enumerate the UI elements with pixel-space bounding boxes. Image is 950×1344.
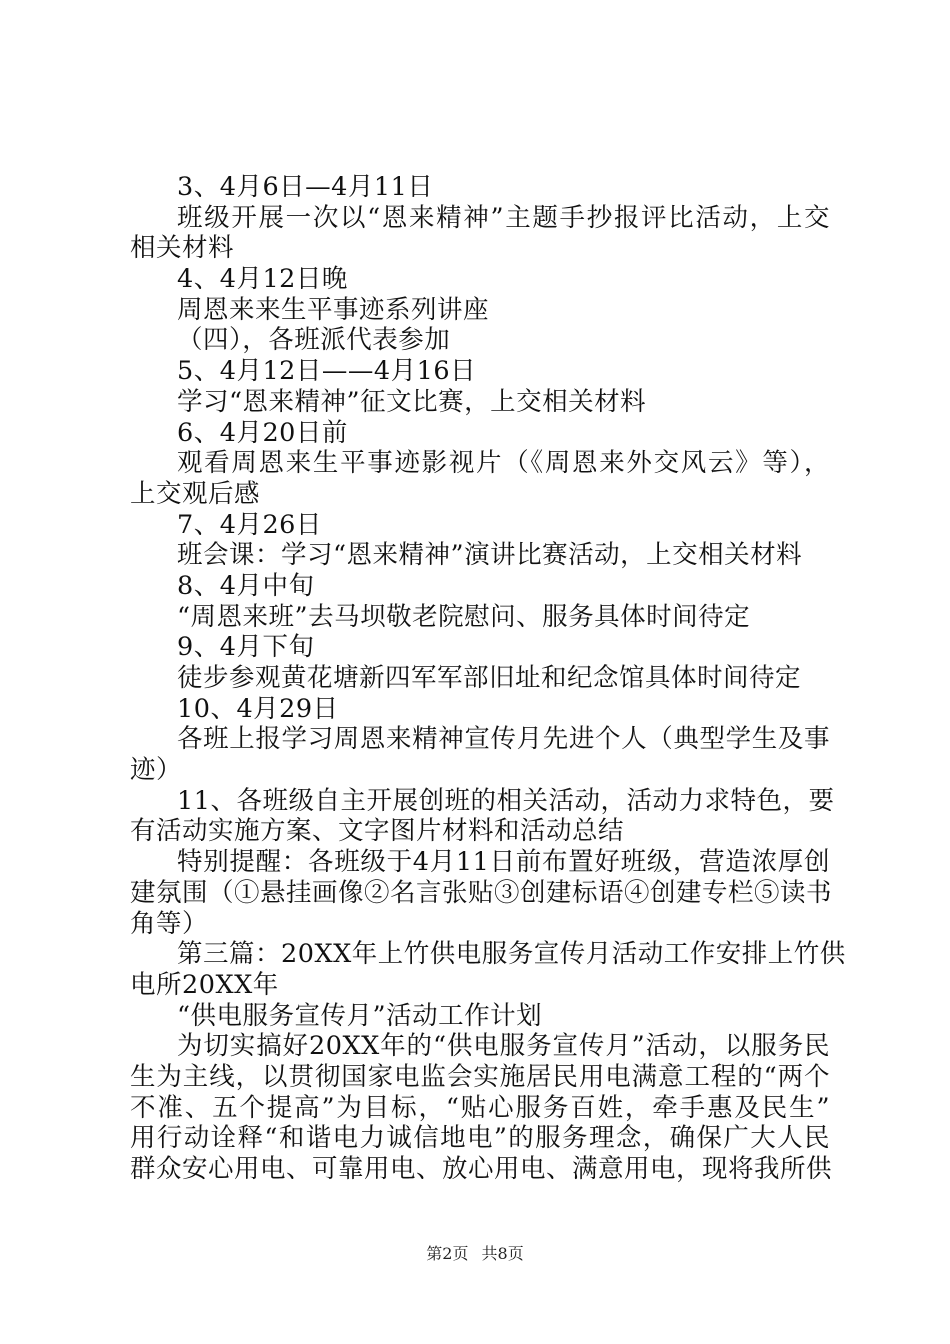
text-line: 为切实搞好20XX年的“供电服务宣传月”活动，以服务民 bbox=[177, 1031, 830, 1062]
document-body bbox=[130, 172, 846, 1185]
text-line: 各班上报学习周恩来精神宣传月先进个人（典型学生及事 bbox=[177, 724, 830, 755]
text-line: 不准、五个提高”为目标，“贴心服务百姓，牵手惠及民生” bbox=[130, 1092, 830, 1123]
text-line: 徒步参观黄花塘新四军军部旧址和纪念馆具体时间待定 bbox=[177, 663, 802, 693]
text-line: 7、4月26日 bbox=[177, 509, 322, 540]
text-line: 第三篇：20XX年上竹供电服务宣传月活动工作安排上竹供 bbox=[177, 939, 846, 970]
page-total: 共8页 bbox=[481, 1244, 524, 1263]
text-line: 4、4月12日晚 bbox=[177, 264, 348, 295]
text-line: 建氛围（①悬挂画像②名言张贴③创建标语④创建专栏⑤读书 bbox=[130, 877, 833, 908]
text-line: 生为主线，以贯彻国家电监会实施居民用电满意工程的“两个 bbox=[130, 1061, 830, 1092]
text-line: 周恩来来生平事迹系列讲座 bbox=[177, 294, 490, 325]
text-line: 用行动诠释“和谐电力诚信地电”的服务理念，确保广大人民 bbox=[130, 1123, 830, 1154]
text-line: “周恩来班”去马坝敬老院慰问、服务具体时间待定 bbox=[177, 601, 751, 632]
text-line: “供电服务宣传月”活动工作计划 bbox=[177, 1000, 543, 1031]
text-line: 有活动实施方案、文字图片材料和活动总结 bbox=[130, 816, 625, 847]
text-line: 5、4月12日——4月16日 bbox=[177, 356, 477, 387]
text-line: 上交观后感 bbox=[130, 478, 261, 509]
text-line: 3、4月6日—4月11日 bbox=[177, 172, 434, 202]
text-line: 角等） bbox=[130, 908, 209, 939]
text-line: 10、4月29日 bbox=[177, 693, 339, 724]
text-line: 班级开展一次以“恩来精神”主题手抄报评比活动，上交 bbox=[177, 202, 830, 233]
text-line: 电所20XX年 bbox=[130, 969, 279, 1000]
text-line: （四），各班派代表参加 bbox=[177, 325, 451, 356]
text-line: 11、各班级自主开展创班的相关活动，活动力求特色，要 bbox=[177, 785, 835, 816]
page-number: 第2页 bbox=[426, 1244, 469, 1263]
text-line: 群众安心用电、可靠用电、放心用电、满意用电，现将我所供 bbox=[130, 1154, 833, 1184]
text-line: 迹） bbox=[130, 755, 183, 786]
text-line: 班会课：学习“恩来精神”演讲比赛活动，上交相关材料 bbox=[177, 540, 803, 571]
text-line: 8、4月中旬 bbox=[177, 570, 315, 601]
text-line: 特别提醒：各班级于4月11日前布置好班级，营造浓厚创 bbox=[177, 847, 830, 878]
page-footer bbox=[0, 1244, 950, 1264]
text-line: 9、4月下旬 bbox=[177, 632, 315, 663]
text-line: 6、4月20日前 bbox=[177, 417, 348, 448]
text-line: 观看周恩来生平事迹影视片（《周恩来外交风云》等）， bbox=[177, 448, 830, 479]
text-line: 相关材料 bbox=[130, 233, 235, 264]
text-line: 学习“恩来精神”征文比赛，上交相关材料 bbox=[177, 386, 647, 417]
